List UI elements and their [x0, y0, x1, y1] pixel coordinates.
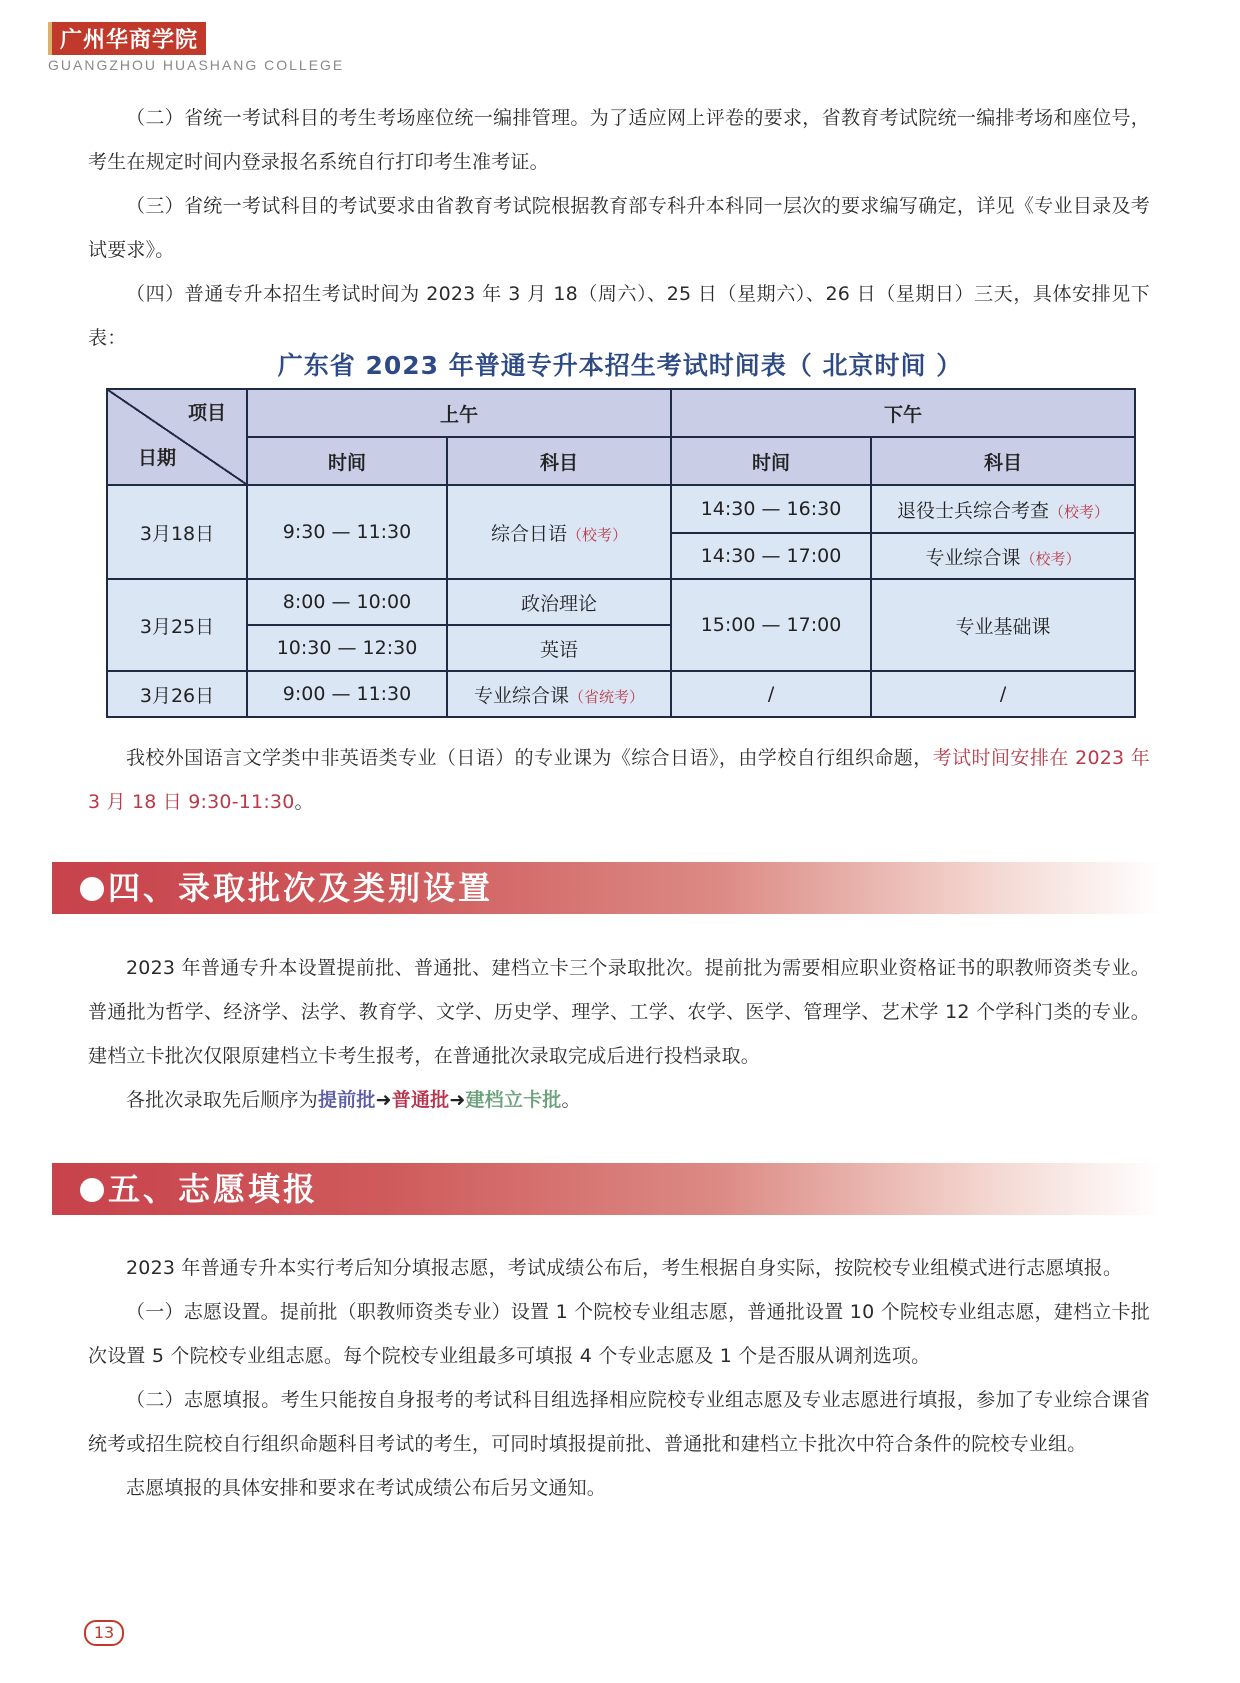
section-4-title-text: 四、录取批次及类别设置 — [108, 869, 494, 907]
batch-early: 提前批 — [318, 1089, 376, 1111]
paragraph-exam-requirements: （三）省统一考试科目的考试要求由省教育考试院根据教育部专科升本科同一层次的要求编写确定，详见《专业目录及考试要求》。 — [88, 195, 1150, 261]
subject-cell — [447, 671, 671, 717]
paragraph-exam-dates: （四）普通专升本招生考试时间为 2023 年 3 月 18（周六）、25 日（星期六）、26 日（星期日）三天，具体安排见下表： — [88, 283, 1150, 349]
table-row — [107, 579, 1135, 625]
paragraph-application-notice: 志愿填报的具体安排和要求在考试成绩公布后另文通知。 — [126, 1477, 607, 1499]
subject-cell: 政治理论 — [447, 579, 671, 625]
table-row — [107, 485, 1135, 533]
subject-cell: / — [871, 671, 1135, 717]
batch-order-end: 。 — [561, 1089, 581, 1111]
batch-order-prefix: 各批次录取先后顺序为 — [126, 1089, 319, 1111]
paragraph-application-filling: （二）志愿填报。考生只能按自身报考的考试科目组选择相应院校专业组志愿及专业志愿进行填报，参加了专业综合课省统考或招生院校自行组织命题科目考试的考生，可同时填报提前批、普通批和建档立卡批次中符合条件的院校专业组。 — [88, 1389, 1150, 1455]
subject-name: 专业综合课 — [473, 684, 569, 707]
schedule-table-title: 广东省 2023 年普通专升本招生考试时间表（ 北京时间 ） — [277, 351, 963, 380]
intro-section — [88, 96, 1150, 360]
time-cell: 14:30 — 16:30 — [671, 485, 871, 533]
date-cell: 3月18日 — [107, 485, 247, 579]
exam-type-tag: （省统考） — [569, 687, 645, 706]
exam-schedule-table — [106, 388, 1136, 718]
header-afternoon: 下午 — [671, 389, 1135, 437]
subject-cell — [871, 533, 1135, 579]
paragraph-batch-order — [88, 1078, 1150, 1122]
table-row — [107, 671, 1135, 717]
bullet-dot-icon — [80, 877, 104, 901]
section-5-title — [80, 1169, 318, 1209]
section-5-title-text: 五、志愿填报 — [108, 1170, 319, 1208]
logo-chinese-name: 广州华商学院 — [48, 22, 206, 55]
time-cell: 8:00 — 10:00 — [247, 579, 447, 625]
section-5-banner — [52, 1163, 1162, 1215]
time-cell: / — [671, 671, 871, 717]
corner-label-item: 项目 — [187, 402, 226, 424]
japanese-exam-end: 。 — [294, 791, 314, 813]
exam-type-tag: （校考） — [1049, 502, 1110, 521]
subject-cell — [871, 485, 1135, 533]
section-4-body — [88, 946, 1150, 1122]
bullet-dot-icon — [80, 1178, 104, 1202]
time-cell: 9:30 — 11:30 — [247, 485, 447, 579]
subject-cell — [447, 485, 671, 579]
japanese-exam-text: 我校外国语言文学类中非英语类专业（日语）的专业课为《综合日语》，由学校自行组织命题， — [126, 747, 933, 769]
paragraph-exam-seating: （二）省统一考试科目的考生考场座位统一编排管理。为了适应网上评卷的要求，省教育考试院统一编排考场和座位号，考生在规定时间内登录报名系统自行打印考生准考证。 — [88, 107, 1150, 173]
time-cell: 10:30 — 12:30 — [247, 625, 447, 671]
paragraph-application-setting: （一）志愿设置。提前批（职教师资类专业）设置 1 个院校专业组志愿，普通批设置 10 个院校专业组志愿，建档立卡批次设置 5 个院校专业组志愿。每个院校专业组最多可填报 4 个专业志愿及 1 个是否服从调剂选项。 — [88, 1301, 1150, 1367]
header-pm-subject: 科目 — [871, 437, 1135, 485]
date-cell: 3月25日 — [107, 579, 247, 671]
batch-poverty: 建档立卡批 — [465, 1089, 562, 1111]
date-cell: 3月26日 — [107, 671, 247, 717]
subject-cell: 英语 — [447, 625, 671, 671]
section-4-banner — [52, 862, 1162, 914]
batch-regular: 普通批 — [391, 1089, 450, 1111]
subject-name: 专业综合课 — [925, 546, 1021, 569]
subject-name: 退役士兵综合考查 — [897, 499, 1050, 522]
header-pm-time: 时间 — [671, 437, 871, 485]
time-cell: 15:00 — 17:00 — [671, 579, 871, 671]
arrow-right-icon: ➜ — [375, 1089, 392, 1111]
subject-name: 综合日语 — [490, 522, 567, 545]
exam-type-tag: （校考） — [567, 525, 628, 544]
logo-english-name: GUANGZHOU HUASHANG COLLEGE — [48, 57, 345, 73]
corner-label-date: 日期 — [138, 447, 177, 470]
time-cell: 14:30 — 17:00 — [671, 533, 871, 579]
subject-cell: 专业基础课 — [871, 579, 1135, 671]
header-morning: 上午 — [247, 389, 671, 437]
header-am-subject: 科目 — [447, 437, 671, 485]
table-corner-header — [107, 389, 247, 485]
time-cell: 9:00 — 11:30 — [247, 671, 447, 717]
paragraph-admission-batches: 2023 年普通专升本设置提前批、普通批、建档立卡三个录取批次。提前批为需要相应职业资格证书的职教师资类专业。普通批为哲学、经济学、法学、教育学、文学、历史学、理学、工学、农学、医学、管理学、艺术学 12 个学科门类的专业。建档立卡批次仅限原建档立卡考生报考，在普通批次录取完成后进行投档录取。 — [88, 957, 1150, 1067]
japanese-exam-time-highlight: 考试时间安排在 2023 年 3 月 18 日 9:30-11:30 — [88, 747, 1150, 813]
paragraph-application-intro: 2023 年普通专升本实行考后知分填报志愿，考试成绩公布后，考生根据自身实际，按院校专业组模式进行志愿填报。 — [126, 1257, 1123, 1279]
header-am-time: 时间 — [247, 437, 447, 485]
paragraph-japanese-exam — [88, 736, 1150, 824]
exam-type-tag: （校考） — [1020, 549, 1081, 568]
after-table-section — [88, 736, 1150, 824]
section-5-body — [88, 1246, 1150, 1510]
arrow-right-icon: ➜ — [449, 1089, 466, 1111]
page-number: 13 — [84, 1620, 124, 1646]
section-4-title — [80, 868, 493, 908]
college-logo — [48, 22, 344, 73]
